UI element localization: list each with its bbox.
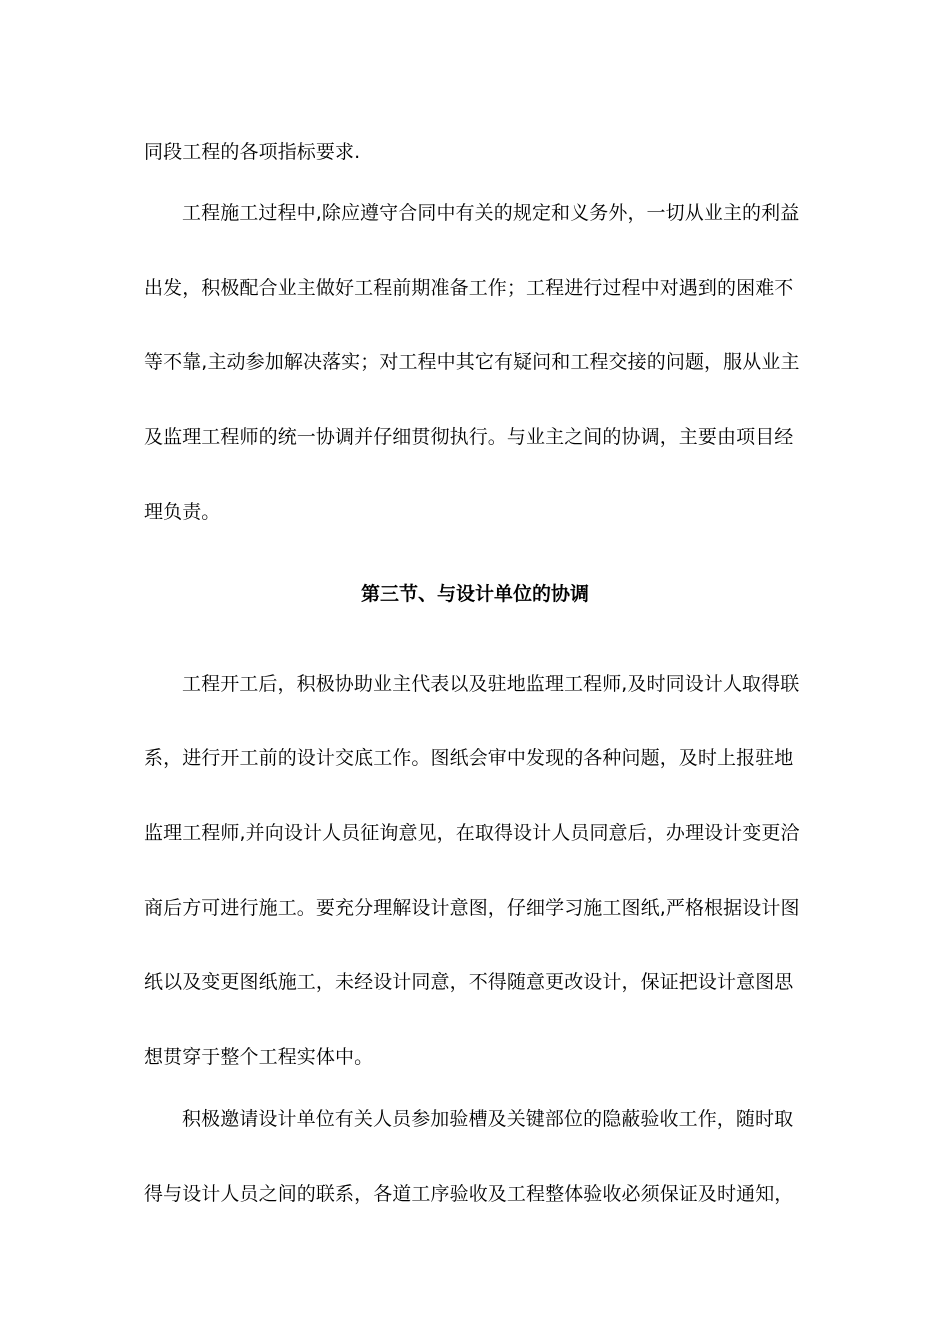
paragraph-2-line-5: 理负责。: [144, 501, 221, 523]
paragraph-3-line-2: 系，进行开工前的设计交底工作。图纸会审中发现的各种问题，及时上报驻地: [144, 747, 794, 769]
section-heading: 第三节、与设计单位的协调: [360, 583, 589, 605]
paragraph-1-line-1: 同段工程的各项指标要求.: [144, 141, 361, 163]
paragraph-4-line-1: 积极邀请设计单位有关人员参加验槽及关键部位的隐蔽验收工作，随时取: [182, 1108, 794, 1130]
paragraph-3-line-6: 想贯穿于整个工程实体中。: [144, 1046, 374, 1068]
paragraph-3-line-1: 工程开工后，积极协助业主代表以及驻地监理工程师,及时同设计人取得联: [182, 673, 800, 695]
paragraph-2-line-4: 及监理工程师的统一协调并仔细贯彻执行。与业主之间的协调，主要由项目经: [144, 426, 794, 448]
paragraph-3-line-4: 商后方可进行施工。要充分理解设计意图，仔细学习施工图纸,严格根据设计图: [144, 897, 800, 919]
paragraph-3-line-5: 纸以及变更图纸施工，未经设计同意，不得随意更改设计，保证把设计意图思: [144, 971, 794, 993]
paragraph-4-line-2: 得与设计人员之间的联系，各道工序验收及工程整体验收必须保证及时通知，: [144, 1183, 794, 1205]
paragraph-2-line-1: 工程施工过程中,除应遵守合同中有关的规定和义务外，一切从业主的利益: [182, 202, 800, 224]
paragraph-3-line-3: 监理工程师,并向设计人员征询意见，在取得设计人员同意后，办理设计变更洽: [144, 822, 800, 844]
paragraph-2-line-3: 等不靠,主动参加解决落实；对工程中其它有疑问和工程交接的问题，服从业主: [144, 351, 800, 373]
paragraph-2-line-2: 出发，积极配合业主做好工程前期准备工作；工程进行过程中对遇到的困难不: [144, 277, 794, 299]
